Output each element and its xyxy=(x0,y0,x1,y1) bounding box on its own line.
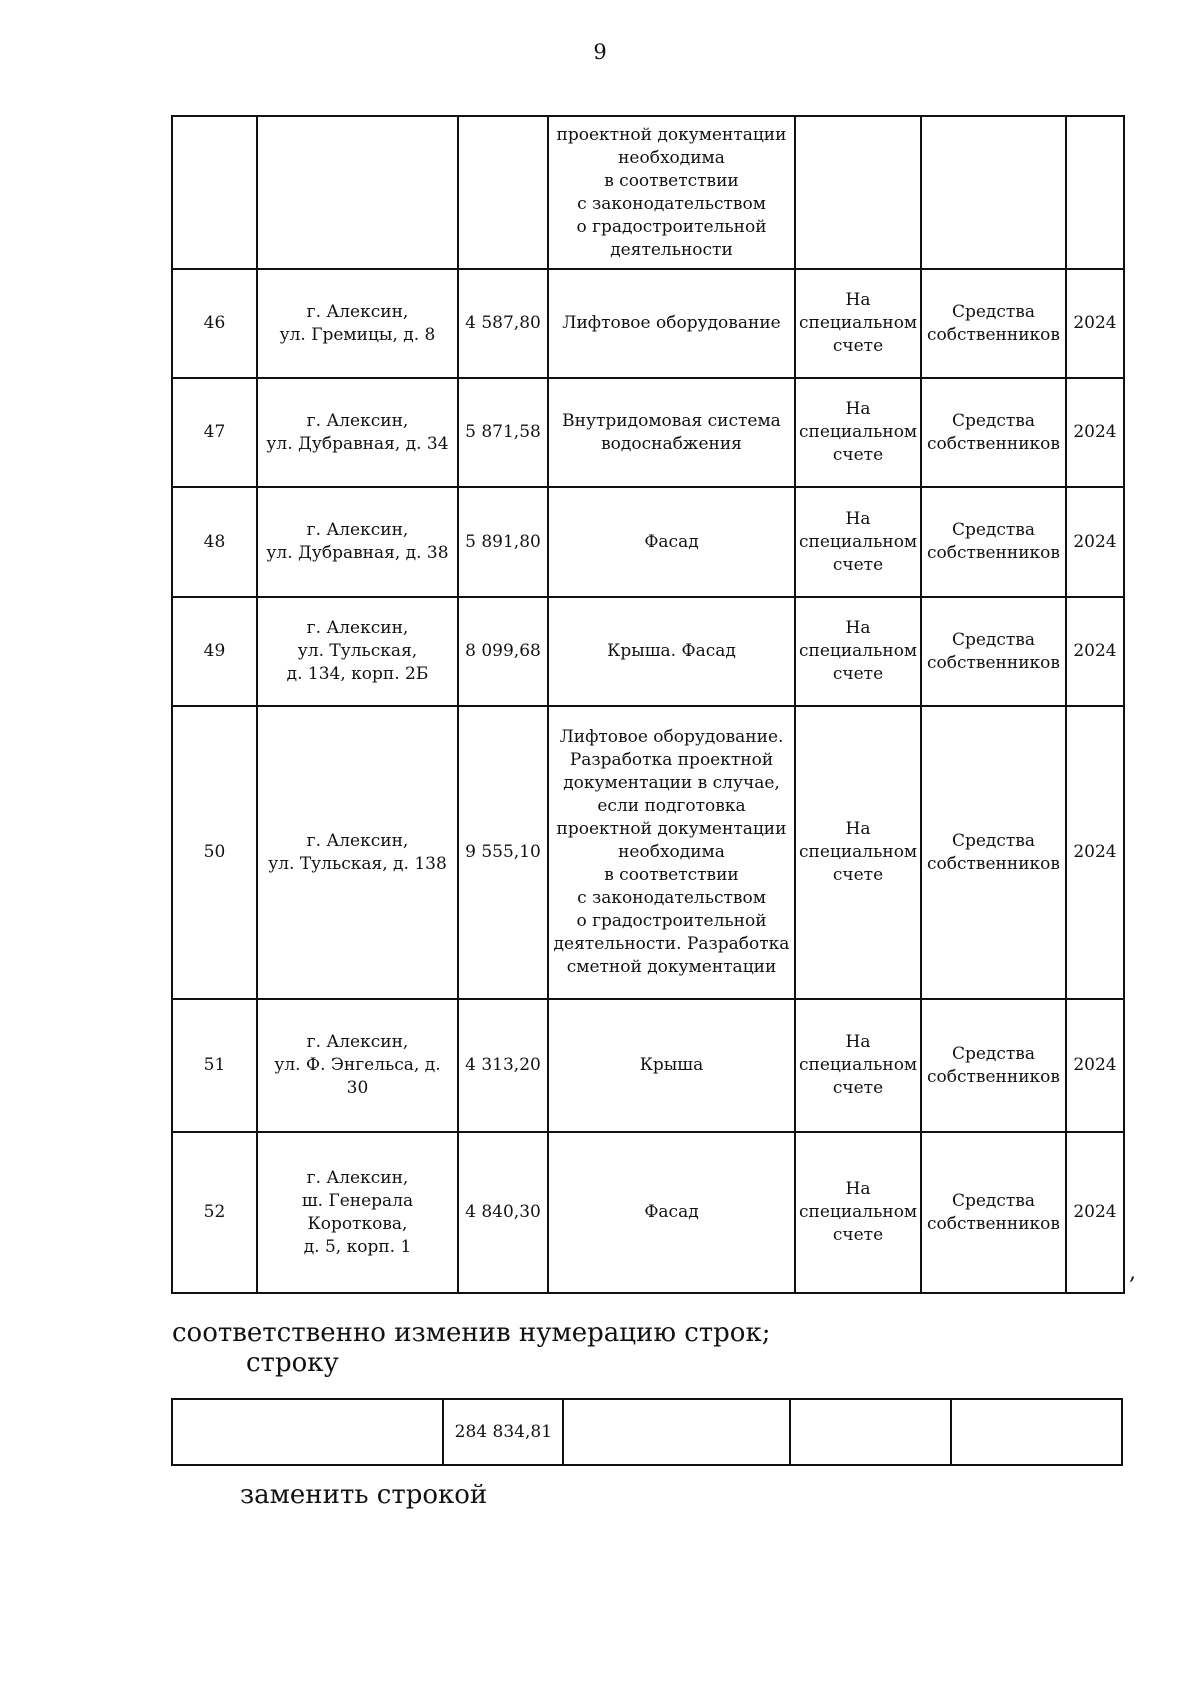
cell-work: Лифтовое оборудование xyxy=(548,269,795,378)
cell-year: 2024 xyxy=(1066,1132,1124,1293)
cell-area: 5 891,80 xyxy=(458,487,548,597)
table-row xyxy=(172,269,1124,378)
cell-area: 4 840,30 xyxy=(458,1132,548,1293)
cell-account: На специальном счете xyxy=(795,999,921,1132)
cell-year xyxy=(1066,116,1124,269)
total-label-cell xyxy=(172,1399,443,1465)
cell-num xyxy=(172,116,257,269)
cell-work: Внутридомовая система водоснабжения xyxy=(548,378,795,487)
table-row xyxy=(172,706,1124,999)
cell-address: г. Алексин, ул. Гремицы, д. 8 xyxy=(257,269,458,378)
paragraph-replace: заменить строкой xyxy=(240,1480,488,1510)
cell-work: Лифтовое оборудование. Разработка проектной документации в случае, если подготовка проектной документации необходима в соответствии с законодательством о градостроительной деятельности. Разработка сметной документации xyxy=(548,706,795,999)
table-row xyxy=(172,1132,1124,1293)
cell-source: Средства собственников xyxy=(921,1132,1066,1293)
trailing-comma: , xyxy=(1129,1260,1136,1285)
cell-work: проектной документации необходима в соответствии с законодательством о градостроительной деятельности xyxy=(548,116,795,269)
cell-source xyxy=(921,116,1066,269)
cell-year: 2024 xyxy=(1066,999,1124,1132)
cell-year: 2024 xyxy=(1066,269,1124,378)
cell-account: На специальном счете xyxy=(795,378,921,487)
table-row xyxy=(172,116,1124,269)
cell-account: На специальном счете xyxy=(795,269,921,378)
cell-num: 49 xyxy=(172,597,257,706)
cell-address: г. Алексин, ул. Ф. Энгельса, д. 30 xyxy=(257,999,458,1132)
total-empty-cell xyxy=(790,1399,951,1465)
total-empty-cell xyxy=(563,1399,789,1465)
cell-source: Средства собственников xyxy=(921,269,1066,378)
cell-source: Средства собственников xyxy=(921,378,1066,487)
cell-area xyxy=(458,116,548,269)
table-row xyxy=(172,597,1124,706)
cell-area: 8 099,68 xyxy=(458,597,548,706)
cell-source: Средства собственников xyxy=(921,706,1066,999)
cell-address: г. Алексин, ул. Дубравная, д. 34 xyxy=(257,378,458,487)
total-table xyxy=(171,1398,1123,1466)
cell-address: г. Алексин, ул. Тульская, д. 134, корп. 2Б xyxy=(257,597,458,706)
cell-account xyxy=(795,116,921,269)
cell-account: На специальном счете xyxy=(795,706,921,999)
cell-num: 47 xyxy=(172,378,257,487)
table-row xyxy=(172,487,1124,597)
cell-source: Средства собственников xyxy=(921,487,1066,597)
cell-area: 9 555,10 xyxy=(458,706,548,999)
cell-area: 4 313,20 xyxy=(458,999,548,1132)
total-row xyxy=(172,1399,1122,1465)
cell-address: г. Алексин, ул. Тульская, д. 138 xyxy=(257,706,458,999)
cell-num: 52 xyxy=(172,1132,257,1293)
cell-address xyxy=(257,116,458,269)
cell-year: 2024 xyxy=(1066,706,1124,999)
table-row xyxy=(172,378,1124,487)
cell-source: Средства собственников xyxy=(921,597,1066,706)
cell-account: На специальном счете xyxy=(795,1132,921,1293)
cell-address: г. Алексин, ул. Дубравная, д. 38 xyxy=(257,487,458,597)
cell-work: Крыша. Фасад xyxy=(548,597,795,706)
paragraph-row-label: строку xyxy=(246,1348,339,1378)
cell-year: 2024 xyxy=(1066,597,1124,706)
page-number: 9 xyxy=(593,40,607,64)
cell-area: 5 871,58 xyxy=(458,378,548,487)
cell-num: 48 xyxy=(172,487,257,597)
total-empty-cell xyxy=(951,1399,1122,1465)
cell-account: На специальном счете xyxy=(795,597,921,706)
cell-num: 46 xyxy=(172,269,257,378)
cell-work: Фасад xyxy=(548,487,795,597)
cell-year: 2024 xyxy=(1066,487,1124,597)
works-table xyxy=(171,115,1125,1294)
table-row xyxy=(172,999,1124,1132)
paragraph-renumber: соответственно изменив нумерацию строк; xyxy=(172,1318,771,1348)
cell-num: 50 xyxy=(172,706,257,999)
cell-work: Крыша xyxy=(548,999,795,1132)
cell-account: На специальном счете xyxy=(795,487,921,597)
cell-area: 4 587,80 xyxy=(458,269,548,378)
total-value: 284 834,81 xyxy=(443,1399,563,1465)
cell-address: г. Алексин, ш. Генерала Короткова, д. 5, корп. 1 xyxy=(257,1132,458,1293)
cell-work: Фасад xyxy=(548,1132,795,1293)
cell-year: 2024 xyxy=(1066,378,1124,487)
cell-source: Средства собственников xyxy=(921,999,1066,1132)
cell-num: 51 xyxy=(172,999,257,1132)
